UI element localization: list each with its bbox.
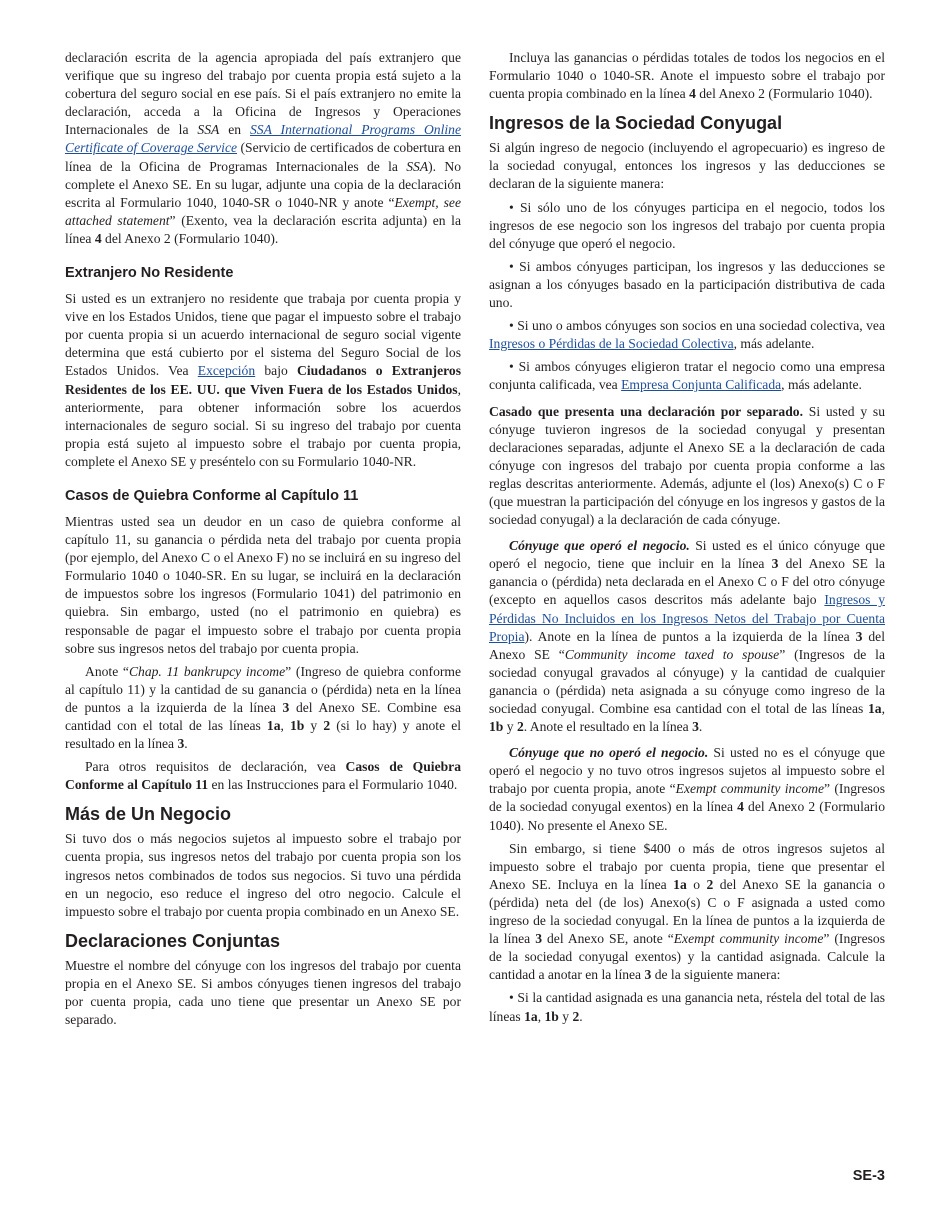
ssa-coverage-link[interactable]: SSA International Programs Online Certificate of Coverage Service	[65, 122, 461, 156]
paragraph: Sin embargo, si tiene $400 o más de otros ingresos sujetos al impuesto sobre el trabajo por cuenta propia, tiene que presentar el Anexo SE. Incluya en la línea 1a o 2 del Anexo SE la ganancia o (pérdida) neta del (de los) Anexo(s) C o F asignada a usted como ingreso de la sociedad conyugal. En la línea de puntos a la izquierda de la línea 3 del Anexo SE, anote “Exempt community income” (Ingresos de la sociedad conyugal exentos) y la cantidad asignada. Calcule la cantidad a anotar en la línea 3 de la siguiente manera:	[489, 840, 886, 983]
partnership-income-link[interactable]: Ingresos o Pérdidas de la Sociedad Colectiva	[489, 336, 734, 352]
paragraph: Incluya las ganancias o pérdidas totales de todos los negocios en el Formulario 1040 o 1040-SR. Anote el impuesto sobre el trabajo por cuenta propia combinado en la línea 4 del Anexo 2 (Formulario 1040).	[489, 50, 885, 102]
section-heading-more-business: Más de Un Negocio	[65, 804, 232, 825]
document-page	[65, 49, 885, 1129]
bullet-item: • Si ambos cónyuges eligieron tratar el negocio como una empresa conjunta calificada, vea Empresa Conjunta Calificada, más adelante.	[489, 358, 885, 394]
bullet-item: • Si uno o ambos cónyuges son socios en una sociedad colectiva, vea Ingresos o Pérdidas de la Sociedad Colectiva, más adelante.	[489, 317, 885, 353]
section-heading-bankruptcy: Casos de Quiebra Conforme al Capítulo 11	[65, 487, 359, 504]
paragraph: Mientras usted sea un deudor en un caso de quiebra conforme al capítulo 11, su ganancia o pérdida neta del trabajo por cuenta propia (por ejemplo, del Anexo C o el Anexo F) no se incluirá en su ingreso del Formulario 1040 o 1040-SR. En su lugar, se incluirá en la declaración de impuestos sobre los ingresos (Formulario 1041) del patrimonio en quiebra. Sin embargo, usted (no el patrimonio en quiebra) es responsable de pagar el impuesto sobre el trabajo por cuenta propia sobre sus ingresos netos del trabajo por cuenta propia.	[65, 513, 461, 656]
section-heading-nonresident: Extranjero No Residente	[65, 265, 234, 282]
paragraph: Si usted es un extranjero no residente que trabaja por cuenta propia y vive en los Estados Unidos, tiene que pagar el impuesto sobre el trabajo por cuenta propia si un acuerdo internacional de seguro social vigente determina que está cubierto por el sistema del Seguro Social de los Estados Unidos. Vea Excepción bajo Ciudadanos o Extranjeros Residentes de los EE. UU. que Viven Fuera de los Estados Unidos, anteriormente, para obtener información sobre los acuerdos internacionales de seguro social. Si su ingreso del trabajo por cuenta propia está sujeto al impuesto sobre el trabajo por cuenta propia, complete el Anexo SE y preséntelo con su Formulario 1040-NR.	[65, 291, 461, 469]
exception-link[interactable]: Excepción	[197, 363, 256, 379]
not-included-income-link[interactable]: Ingresos y Pérdidas No Incluidos en los Ingresos Netos del Trabajo por Cuenta Propia	[489, 592, 885, 644]
paragraph: Muestre el nombre del cónyuge con los ingresos del trabajo por cuenta propia en el Anexo SE. Si ambos cónyuges tienen ingresos del trabajo por cuenta propia, cada uno tiene que presentar un Anexo SE por separado.	[65, 957, 461, 1028]
paragraph: declaración escrita de la agencia apropiada del país extranjero que verifique que su ingreso del trabajo por cuenta propia está sujeto a la cobertura del seguro social en ese país. Si el país extranjero no emite la declaración, acceda a la Oficina de Ingresos y Operaciones Internacionales de la SSA en SSA International Programs Online Certificate of Coverage Service (Servicio de certificados de cobertura en línea de la Oficina de Programas Internacionales de la SSA). No complete el Anexo SE. En su lugar, adjunte una copia de la declaración escrita al Formulario 1040, 1040-SR o 1040-NR y anote “Exempt, see attached statement” (Exento, vea la declaración escrita adjunta) en la línea 4 del Anexo 2 (Formulario 1040).	[65, 50, 461, 246]
paragraph: Si algún ingreso de negocio (incluyendo el agropecuario) es ingreso de la sociedad conyugal, entonces los ingresos y las deducciones se declaran de la siguiente manera:	[489, 140, 885, 192]
paragraph: Casado que presenta una declaración por separado. Si usted y su cónyuge tuvieron ingresos de la sociedad conyugal y presentan declaraciones separadas, adjunte el Anexo SE a la declaración de cada cónyuge con ingresos del trabajo por cuenta propia conforme a las reglas descritas anteriormente. Además, adjunte el (los) Anexo(s) C o F (que muestran la participación del cónyuge en los ingresos y gastos de la sociedad conyugal) a la declaración de cada cónyuge.	[489, 403, 885, 528]
right-column	[489, 49, 885, 1129]
page-number: SE-3	[852, 1168, 885, 1184]
left-column	[65, 49, 461, 1129]
bullet-item: • Si la cantidad asignada es una ganancia neta, réstela del total de las líneas 1a, 1b y 2.	[489, 989, 885, 1025]
qualified-joint-venture-link[interactable]: Empresa Conjunta Calificada	[621, 377, 782, 393]
paragraph: Si tuvo dos o más negocios sujetos al impuesto sobre el trabajo por cuenta propia, sus ingresos netos del trabajo por cuenta propia son los ingresos netos combinados de todos sus negocios. Si tuvo una pérdida en un negocio, eso reduce el ingreso del otro negocio. Calcule el impuesto sobre el trabajo por cuenta propia combinado en un Anexo SE.	[65, 831, 461, 919]
paragraph: Para otros requisitos de declaración, vea Casos de Quiebra Conforme al Capítulo 11 en las Instrucciones para el Formulario 1040.	[65, 759, 462, 793]
section-heading-community-income: Ingresos de la Sociedad Conyugal	[489, 113, 783, 134]
bullet-item: • Si sólo uno de los cónyuges participa en el negocio, todos los ingresos de ese negocio son los ingresos del trabajo por cuenta propia del cónyuge que operó el negocio.	[489, 199, 885, 253]
paragraph: Cónyuge que no operó el negocio. Si usted no es el cónyuge que operó el negocio y no tuvo otros ingresos sujetos al impuesto sobre el trabajo por cuenta propia, anote “Exempt community income” (Ingresos de la sociedad conyugal exentos) en la línea 4 del Anexo 2 (Formulario 1040). No presente el Anexo SE.	[489, 745, 885, 833]
bullet-item: • Si ambos cónyuges participan, los ingresos y las deducciones se asignan a los cónyuges basado en la participación distributiva de cada uno.	[489, 258, 885, 312]
paragraph: Anote “Chap. 11 bankrupcy income” (Ingreso de quiebra conforme al capítulo 11) y la cantidad de su ganancia o (pérdida) neta en la línea de puntos a la izquierda de la línea 3 del Anexo SE. Combine esa cantidad con el total de las líneas 1a, 1b y 2 (si lo hay) y anote el resultado en la línea 3.	[65, 663, 462, 752]
paragraph: Cónyuge que operó el negocio. Si usted es el único cónyuge que operó el negocio, tiene que incluir en la línea 3 del Anexo SE la ganancia o (pérdida) neta declarada en el Anexo C o F del otro cónyuge (excepto en aquellos casos descritos más adelante bajo Ingresos y Pérdidas No Incluidos en los Ingresos Netos del Trabajo por Cuenta Propia). Anote en la línea de puntos a la izquierda de la línea 3 del Anexo SE “Community income taxed to spouse” (Ingresos de la sociedad conyugal gravados al cónyuge) y la cantidad de cualquier ganancia o (pérdida) neta asignada a su cónyuge como ingreso de la sociedad conyugal. Combine esa cantidad con el total de las líneas 1a, 1b y 2. Anote el resultado en la línea 3.	[489, 538, 885, 735]
section-heading-joint-returns: Declaraciones Conjuntas	[65, 930, 281, 951]
